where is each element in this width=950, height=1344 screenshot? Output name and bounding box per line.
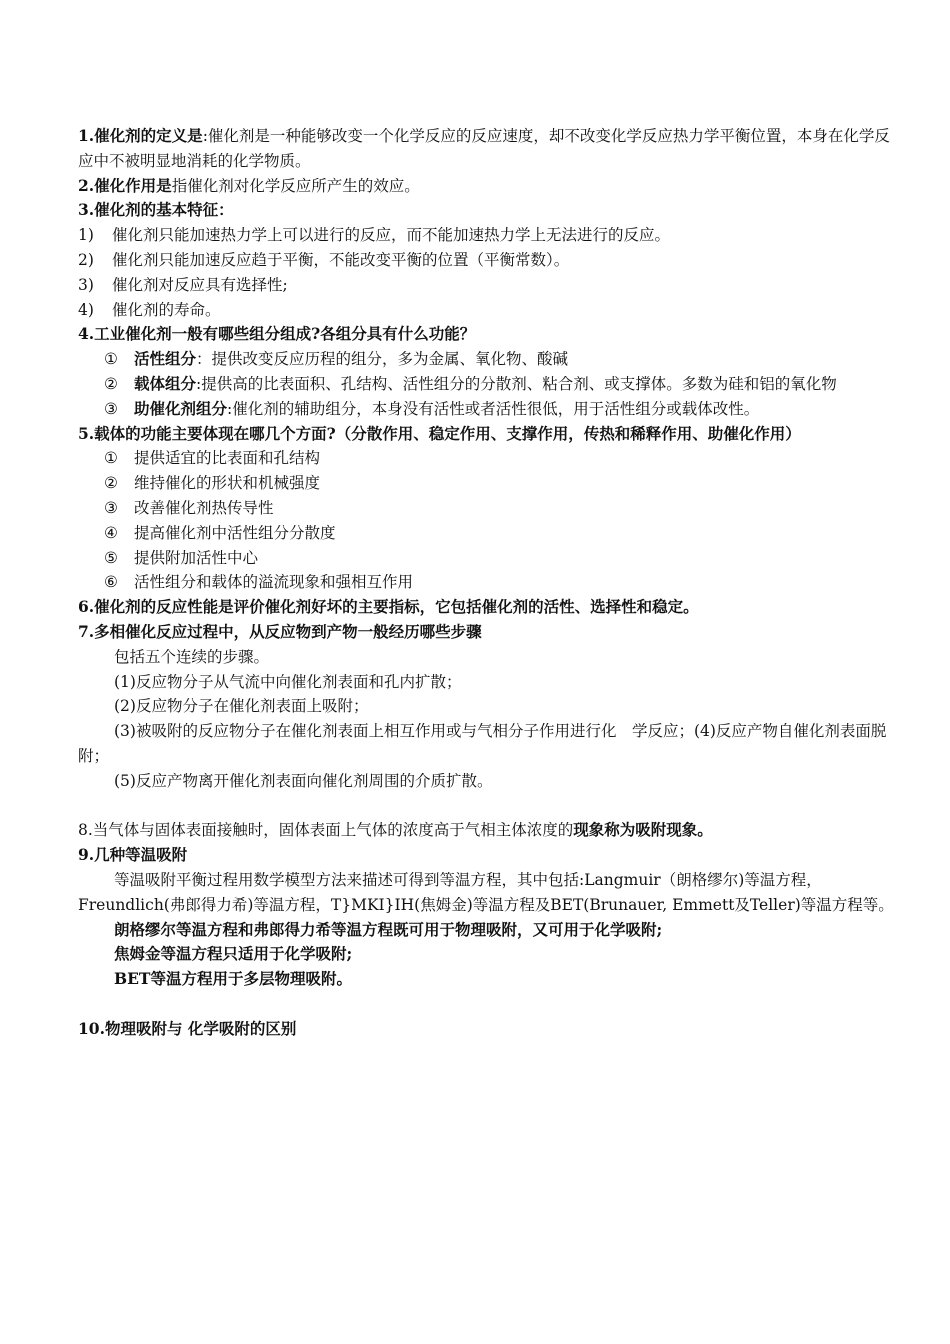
q3-item: 3) 催化剂对反应具有选择性; [78,275,288,294]
q2-heading: 2.催化作用是 [78,175,172,195]
document-page [78,124,900,1041]
q9-bullet: BET等温方程用于多层物理吸附。 [114,969,352,989]
q8-adsorption [78,818,900,843]
q1-definition [78,124,900,174]
q3-item: 4) 催化剂的寿命。 [78,300,221,319]
q9-paragraph: 等温吸附平衡过程用数学模型方法来描述可得到等温方程，其中包括:Langmuir（朗格缪尔)等温方程，Freundlich(弗郎得力希)等温方程，T}MKI}IH(焦姆金)等温方程及BET(Brunauer, Emmett及Teller)等温方程等。 [78,870,894,914]
q5-item: ③ 改善催化剂热传导性 [104,498,274,517]
spacer [78,794,900,819]
q4-item: ③ 助催化剂组分:催化剂的辅助组分，本身没有活性或者活性很低，用于活性组分或载体改性。 [104,398,760,418]
q4-item: ② 载体组分:提供高的比表面积、孔结构、活性组分的分散剂、粘合剂、或支撑体。多数为硅和铝的氧化物 [104,373,837,393]
q1-heading: 1.催化剂的定义是 [78,126,203,145]
q6-heading: 6.催化剂的反应性能是评价催化剂好坏的主要指标，它包括催化剂的活性、选择性和稳定。 [78,597,699,617]
q9-bullet: 朗格缪尔等温方程和弗郎得力希等温方程既可用于物理吸附，又可用于化学吸附; [114,919,663,939]
q7-heading: 7.多相催化反应过程中，从反应物到产物一般经历哪些步骤 [78,621,482,641]
q10-heading: 10.物理吸附与 化学吸附的区别 [78,1018,297,1038]
q7-step: (5)反应产物离开催化剂表面向催化剂周围的介质扩散。 [114,771,493,790]
q5-item: ④ 提高催化剂中活性组分分散度 [104,523,336,542]
q5-item: ② 维持催化的形状和机械强度 [104,474,321,493]
q5-item: ① 提供适宜的比表面和孔结构 [104,449,321,468]
q7-step: (2)反应物分子在催化剂表面上吸附； [114,697,369,716]
q7-step: (1)反应物分子从气流中向催化剂表面和孔内扩散； [114,672,462,691]
q5-heading: 5.载体的功能主要体现在哪几个方面?（分散作用、稳定作用、支撑作用，传热和稀释作用、助催化作用） [78,423,801,443]
q3-item: 2) 催化剂只能加速反应趋于平衡，不能改变平衡的位置（平衡常数）。 [78,250,570,269]
q4-heading: 4.工业催化剂一般有哪些组分组成?各组分具有什么功能？ [78,324,476,344]
q8-body: 8.当气体与固体表面接触时，固体表面上气体的浓度高于气相主体浓度的 [78,821,574,840]
q3-heading: 3.催化剂的基本特征： [78,200,234,220]
q5-item: ⑥ 活性组分和载体的溢流现象和强相互作用 [104,573,414,592]
q7-step: (3)被吸附的反应物分子在催化剂表面上相互作用或与气相分子作用进行化 学反应；(4)反应产物自催化剂表面脱附； [78,722,887,765]
q7-intro: 包括五个连续的步骤。 [114,647,270,666]
q3-item: 1) 催化剂只能加速热力学上可以进行的反应，而不能加速热力学上无法进行的反应。 [78,226,671,245]
q2-catalysis [78,174,900,199]
q9-heading: 9.几种等温吸附 [78,845,188,865]
q5-item: ⑤ 提供附加活性中心 [104,548,259,567]
spacer [78,992,900,1017]
q9-bullet: 焦姆金等温方程只适用于化学吸附; [114,944,353,964]
q2-body: 指催化剂对化学反应所产生的效应。 [171,176,420,195]
q4-item: ① 活性组分：提供改变反应历程的组分，多为金属、氧化物、酸碱 [104,349,569,369]
q8-bold: 现象称为吸附现象。 [573,820,713,840]
q1-body: :催化剂是一种能够改变一个化学反应的反应速度，却不改变化学反应热力学平衡位置，本身在化学反应中不被明显地消耗的化学物质。 [78,127,890,170]
